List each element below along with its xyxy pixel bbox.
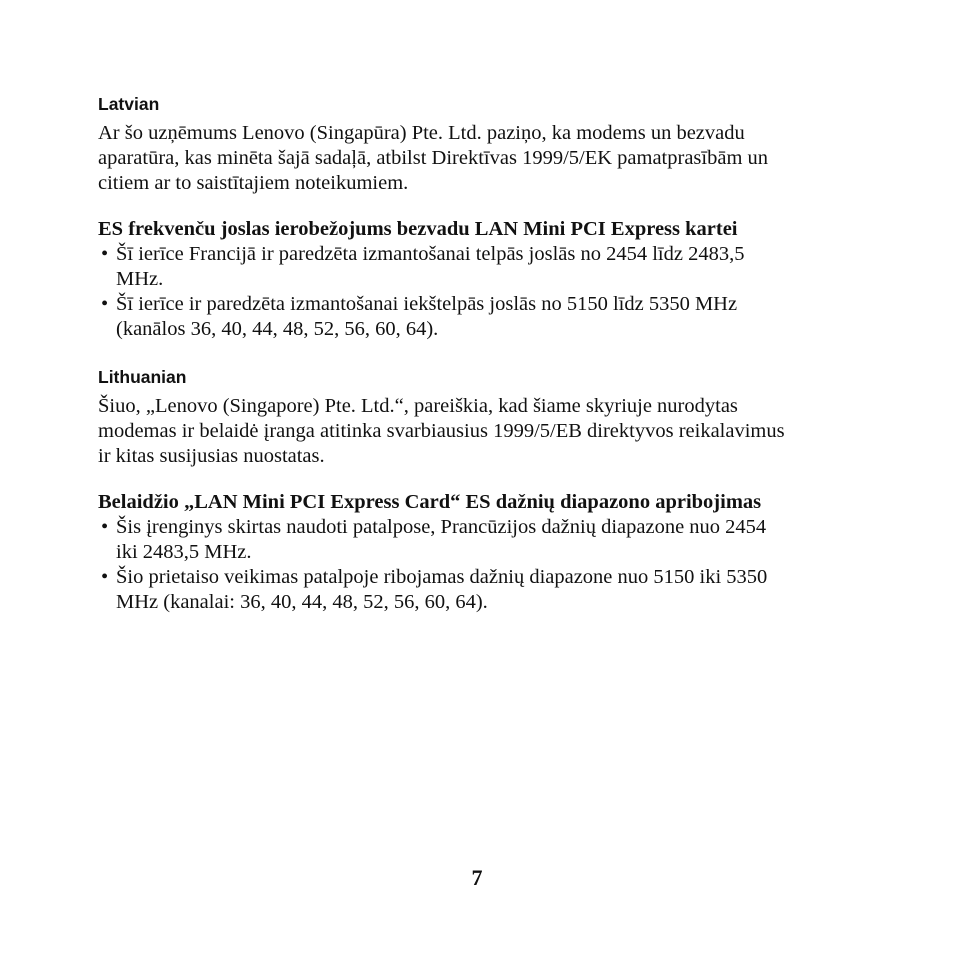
text-line: Ar šo uzņēmums Lenovo (Singapūra) Pte. Ltd. paziņo, ka modems un bezvadu <box>98 122 745 144</box>
section-lithuanian <box>98 366 868 615</box>
section-spacer <box>98 342 868 366</box>
subheading-latvian: ES frekvenču joslas ierobežojums bezvadu LAN Mini PCI Express kartei <box>98 218 738 240</box>
intro-paragraph-lithuanian <box>98 394 868 469</box>
bullet-icon: • <box>101 566 109 588</box>
list-item <box>98 242 868 292</box>
text-line: Šis įrenginys skirtas naudoti patalpose, Prancūzijos dažnių diapazone nuo 2454 <box>116 516 767 538</box>
bullet-icon: • <box>101 243 109 265</box>
text-line: ir kitas susijusias nuostatas. <box>98 445 325 467</box>
text-line: iki 2483,5 MHz. <box>116 541 252 563</box>
text-line: Šiuo, „Lenovo (Singapore) Pte. Ltd.“, pareiškia, kad šiame skyriuje nurodytas <box>98 395 738 417</box>
bullet-icon: • <box>101 516 109 538</box>
text-line: aparatūra, kas minēta šajā sadaļā, atbilst Direktīvas 1999/5/EK pamatprasībām un <box>98 147 769 169</box>
text-line: Šī ierīce Francijā ir paredzēta izmantošanai telpās joslās no 2454 līdz 2483,5 <box>116 243 745 265</box>
text-line: modemas ir belaidė įranga atitinka svarbiausius 1999/5/EB direktyvos reikalavimus <box>98 420 785 442</box>
document-page <box>98 93 868 615</box>
page-number: 7 <box>471 865 483 890</box>
text-line: MHz (kanalai: 36, 40, 44, 48, 52, 56, 60, 64). <box>116 591 488 613</box>
text-line: (kanālos 36, 40, 44, 48, 52, 56, 60, 64). <box>116 318 439 340</box>
section-heading-lithuanian: Lithuanian <box>98 367 187 387</box>
bullet-list-lithuanian <box>98 515 868 615</box>
text-line: MHz. <box>116 268 164 290</box>
bullet-list-latvian <box>98 242 868 342</box>
text-line: Šio prietaiso veikimas patalpoje ribojamas dažnių diapazone nuo 5150 iki 5350 <box>116 566 768 588</box>
list-item <box>98 515 868 565</box>
intro-paragraph-latvian <box>98 121 868 196</box>
section-latvian <box>98 93 868 342</box>
text-line: Šī ierīce ir paredzēta izmantošanai iekštelpās joslās no 5150 līdz 5350 MHz <box>116 293 738 315</box>
list-item <box>98 565 868 615</box>
text-line: citiem ar to saistītajiem noteikumiem. <box>98 172 409 194</box>
list-item <box>98 292 868 342</box>
bullet-icon: • <box>101 293 109 315</box>
section-heading-latvian: Latvian <box>98 94 160 114</box>
subheading-lithuanian: Belaidžio „LAN Mini PCI Express Card“ ES dažnių diapazono apribojimas <box>98 491 762 513</box>
